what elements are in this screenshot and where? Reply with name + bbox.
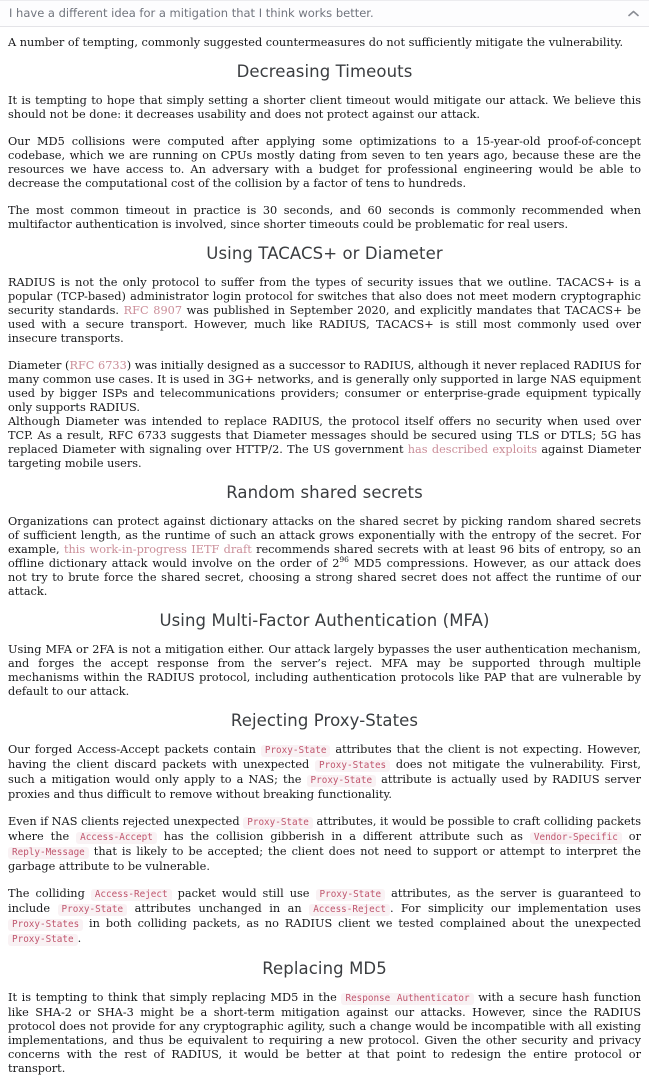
text-segment: attributes, as the server is guaranteed to include	[8, 887, 641, 915]
text-segment: that is likely to be accepted; the client does not need to support or attempt to interpret the garbage attribute to be vulnerable.	[8, 845, 641, 873]
paragraph	[8, 887, 641, 947]
link[interactable]: this work-in-progress IETF draft	[63, 543, 252, 556]
accordion-header[interactable]	[0, 0, 649, 27]
code-span: Proxy-State	[307, 775, 377, 787]
section-heading: Replacing MD5	[262, 959, 387, 978]
sections-container	[8, 62, 641, 1076]
link[interactable]: has described exploits	[407, 443, 538, 456]
link[interactable]: RFC 8907	[123, 304, 183, 317]
text-segment: .	[77, 932, 82, 945]
section-heading: Using Multi-Factor Authentication (MFA)	[159, 611, 490, 630]
text-segment: does not mitigate the vulnerability. First, such a mitigation would only apply to a NAS; the	[8, 758, 641, 786]
text-segment: attributes that the client is not expecting. However, having the client discard packets with unexpected	[8, 743, 641, 771]
text-segment: in both colliding packets, as no RADIUS client we tested complained about the unexpected	[83, 917, 641, 930]
text-segment: has the collision gibberish in a different attribute such as	[156, 830, 530, 843]
paragraph	[8, 276, 641, 346]
text-segment: It is tempting to hope that simply setting a shorter client timeout would mitigate our attack. We believe this should not be done: it decreases usability and does not protect against our attack.	[8, 94, 641, 121]
text-segment: packet would still use	[171, 887, 316, 900]
text-segment: ) was initially designed as a successor to RADIUS, although it never replaced RADIUS for many common use cases. It is used in 3G+ networks, and is generally only supported in large NAS equipment used by bigger ISPs and telecommunications providers; consumer or enterprise-grade equipment typically only supports RADIUS.	[8, 359, 641, 414]
text-segment: Organizations can protect against dictionary attacks on the shared secret by picking random shared secrets of sufficient length, as the runtime of such an attack grows exponentially with the entropy of the secret. For example,	[8, 515, 641, 556]
paragraph	[8, 135, 641, 191]
text-segment: attributes, it would be possible to craft colliding packets where the	[8, 815, 641, 843]
section-heading: Using TACACS+ or Diameter	[206, 244, 443, 263]
code-span: Proxy-State	[58, 904, 128, 916]
text-segment: against Diameter targeting mobile users.	[8, 443, 641, 470]
paragraph	[8, 359, 641, 415]
paragraph	[8, 515, 641, 599]
text-segment: or	[621, 830, 641, 843]
text-segment: recommends shared secrets with at least 96 bits of entropy, so an offline dictionary attack would involve on the order of 2	[8, 543, 641, 570]
text-segment: The most common timeout in practice is 30 seconds, and 60 seconds is commonly recommended when multifactor authentication is involved, since shorter timeouts could be problematic for real users.	[8, 204, 641, 231]
code-span: Proxy-States	[8, 919, 83, 931]
paragraph	[8, 991, 641, 1076]
accordion-question: I have a different idea for a mitigation that I think works better.	[9, 6, 374, 20]
section-heading: Random shared secrets	[226, 483, 423, 502]
paragraph	[8, 204, 641, 232]
paragraph	[8, 743, 641, 802]
code-span: Proxy-States	[315, 760, 390, 772]
text-segment: MD5 compressions. However, as our attack does not try to brute force the shared secret, choosing a strong shared secret does not affect the runtime of our attack.	[8, 557, 641, 598]
section-heading: Rejecting Proxy-States	[230, 711, 419, 730]
section-heading: Decreasing Timeouts	[236, 62, 413, 81]
text-segment: Using MFA or 2FA is not a mitigation either. Our attack largely bypasses the user authentication mechanism, and forges the accept response from the server’s reject. MFA may be supported through multiple mechanisms within the RADIUS protocol, including authentication protocols like PAP that are vulnerable by default to our attack.	[8, 643, 641, 698]
link[interactable]: RFC 6733	[69, 359, 127, 372]
text-segment: The colliding	[8, 887, 91, 900]
code-span: Proxy-State	[8, 934, 78, 946]
superscript: 96	[339, 555, 349, 565]
article-content	[0, 36, 649, 1086]
code-span: Access-Reject	[91, 889, 172, 901]
text-segment: attributes unchanged in an	[127, 902, 310, 915]
text-segment: was published in September 2020, and explicitly mandates that TACACS+ be used with a secure transport. However, much like RADIUS, TACACS+ is still most commonly used over insecure transports.	[8, 304, 641, 345]
code-span: Reply-Message	[8, 847, 89, 859]
code-span: Proxy-State	[316, 889, 386, 901]
text-segment: Our forged Access-Accept packets contain	[8, 743, 261, 756]
code-span: Response Authenticator	[341, 993, 473, 1005]
intro-paragraph: A number of tempting, commonly suggested countermeasures do not sufficiently mitigate the vulnerability.	[8, 36, 624, 49]
code-span: Access-Accept	[76, 832, 157, 844]
text-segment: Even if NAS clients rejected unexpected	[8, 815, 244, 828]
paragraph	[8, 94, 641, 122]
code-span: Access-Reject	[309, 904, 390, 916]
text-segment: Although Diameter was intended to replace RADIUS, the protocol itself offers no security when used over TCP. As a result, RFC 6733 suggests that Diameter messages should be secured using TLS or DTLS; 5G has replaced Diameter with signaling over HTTP/2. The US government	[8, 415, 641, 456]
code-span: Vendor-Specific	[530, 832, 622, 844]
paragraph	[8, 815, 641, 874]
code-span: Proxy-State	[261, 745, 331, 757]
text-segment: It is tempting to think that simply replacing MD5 in the	[8, 991, 342, 1004]
paragraph	[8, 415, 641, 471]
text-segment: Diameter (	[8, 359, 70, 372]
text-segment: . For simplicity our implementation uses	[389, 902, 641, 915]
text-segment: with a secure hash function like SHA-2 or SHA-3 might be a short-term mitigation against our attacks. However, since the RADIUS protocol does not provide for any cryptographic agility, such a change would be incompatible with all existing implementations, and thus be equivalent to requiring a new protocol. Given the other security and privacy concerns with the rest of RADIUS, it would be better at that point to redesign the entire protocol or transport.	[8, 991, 641, 1075]
text-segment: RADIUS is not the only protocol to suffer from the types of security issues that we outline. TACACS+ is a popular (TCP-based) administrator login protocol for switches that also does not meet modern cryptographic security standards.	[8, 276, 641, 317]
chevron-up-icon[interactable]	[628, 10, 639, 17]
paragraph	[8, 643, 641, 699]
code-span: Proxy-State	[243, 817, 313, 829]
text-segment: attribute is actually used by RADIUS server proxies and thus difficult to remove without breaking functionality.	[8, 773, 641, 801]
text-segment: Our MD5 collisions were computed after applying some optimizations to a 15-year-old proof-of-concept codebase, which we are running on CPUs mostly dating from seven to ten years ago, because these are the resources we have access to. An adversary with a budget for professional engineering would be able to decrease the computational cost of the collision by a factor of tens to hundreds.	[8, 135, 641, 190]
